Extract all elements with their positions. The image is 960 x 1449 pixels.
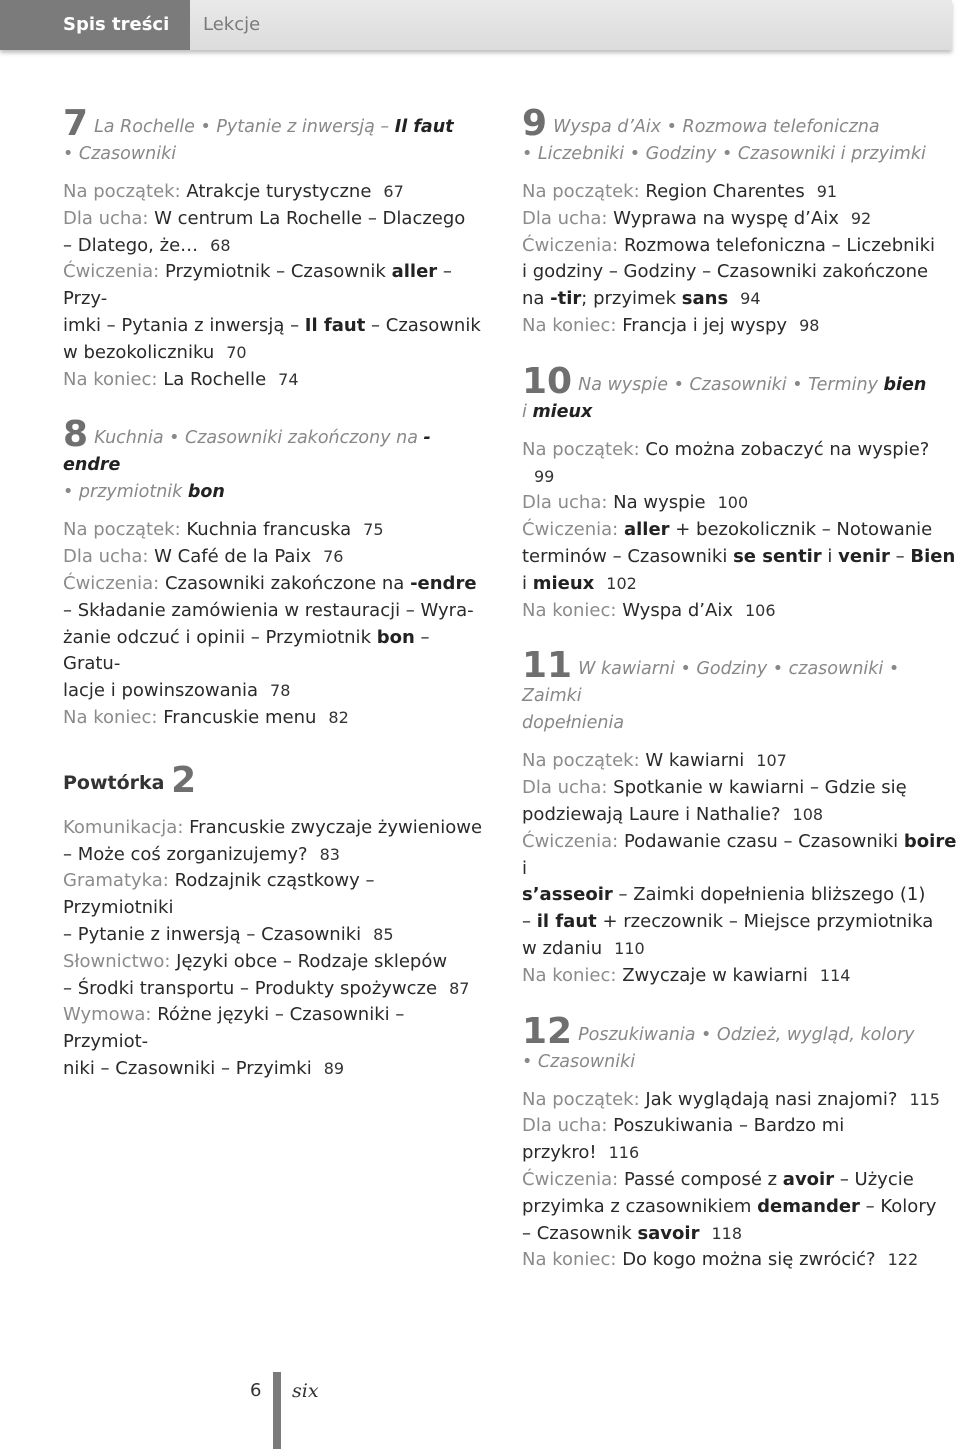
entry-bold: Il faut: [304, 314, 366, 336]
toc-entry[interactable]: [63, 868, 483, 922]
entry-text: Podawanie czasu – Czasowniki: [618, 830, 904, 852]
entry-bold: aller: [623, 519, 670, 541]
unit-9: [522, 103, 957, 340]
entry-text: Na wyspie: [607, 492, 706, 514]
page-number: 82: [328, 707, 349, 727]
entry-text: – Środki transportu – Produkty spożywcze: [63, 977, 438, 999]
entry-label: Dla ucha:: [522, 777, 608, 799]
entry-label: Ćwiczenia:: [522, 519, 619, 541]
toc-entry[interactable]: [522, 1087, 957, 1114]
toc-entry[interactable]: [63, 1002, 483, 1056]
review-number: 2: [171, 759, 197, 801]
toc-entry[interactable]: [522, 313, 957, 340]
page-number: 100: [717, 493, 749, 513]
page-number: 102: [606, 573, 637, 593]
entry-label: Dla ucha:: [522, 207, 608, 229]
entry-bold: avoir: [782, 1168, 835, 1190]
unit-topic: dopełnienia: [522, 713, 625, 734]
entry-text: Wyprawa na wyspę d’Aix: [607, 207, 839, 229]
page-number: 115: [909, 1089, 940, 1109]
entry-text: – Składanie zamówienia w restauracji – Wyra-: [63, 599, 474, 621]
unit-number: 12: [522, 1010, 573, 1052]
entry-label: Słownictwo:: [63, 950, 171, 972]
entry-label: Na początek:: [522, 750, 640, 772]
entry-label: Dla ucha:: [63, 546, 149, 568]
entry-text: W Café de la Paix: [148, 546, 312, 568]
toc-entry[interactable]: [522, 233, 957, 260]
unit-topic: • przymiotnik: [63, 482, 188, 503]
unit-topic: Poszukiwania • Odzież, wygląd, kolory: [578, 1024, 915, 1045]
unit-topic: La Rochelle • Pytanie z inwersją –: [94, 117, 395, 137]
entry-text: – Może coś zorganizujemy?: [63, 843, 308, 865]
entry-text: Zwyczaje w kawiarni: [616, 964, 808, 986]
entry-bold: aller: [391, 261, 438, 283]
entry-text: Czasowniki zakończone na: [159, 572, 411, 594]
toc-entry[interactable]: [522, 598, 957, 625]
unit-12: [522, 1010, 957, 1275]
entry-text: –: [889, 545, 911, 567]
unit-topic: W kawiarni • Godziny • czasowniki • Zaimki: [522, 659, 900, 707]
page-number: 91: [816, 182, 838, 201]
entry-text: – Pytanie z inwersją – Czasowniki: [63, 923, 362, 945]
toc-entry[interactable]: [63, 517, 483, 544]
entry-text: W centrum La Rochelle – Dlaczego: [148, 207, 466, 229]
entry-text: Poszukiwania – Bardzo mi przykro!: [522, 1115, 845, 1164]
entry-label: Na początek:: [522, 1088, 640, 1110]
unit-heading: [522, 1010, 957, 1076]
toc-entry[interactable]: [63, 705, 483, 732]
page-number: 75: [363, 520, 384, 540]
unit-8: [63, 414, 483, 731]
toc-entry[interactable]: [63, 259, 483, 313]
entry-text: Kuchnia francuska: [180, 519, 352, 541]
footer-page-word: six: [292, 1380, 319, 1402]
entry-text: Francuskie zwyczaje żywieniowe: [183, 816, 483, 838]
entry-label: Na koniec:: [522, 1249, 617, 1271]
page-number: 107: [756, 751, 787, 771]
toc-entry-cont: [63, 625, 483, 679]
toc-entry[interactable]: [63, 815, 483, 842]
toc-entry[interactable]: [63, 949, 483, 976]
unit-topic: • Czasowniki: [522, 1051, 636, 1072]
unit-topic-bold: bien: [883, 374, 927, 395]
entry-bold: Bien: [910, 545, 956, 567]
entry-text: i: [821, 545, 839, 567]
entry-text: Wyspa d’Aix: [616, 599, 733, 621]
entry-text: i: [522, 857, 528, 879]
entry-label: Dla ucha:: [63, 207, 149, 229]
unit-topic: Kuchnia • Czasowniki zakończony na: [94, 428, 424, 449]
toc-entry-cont: [63, 842, 483, 869]
toc-entry[interactable]: [522, 829, 957, 883]
entry-text: na: [522, 288, 551, 310]
entry-bold: se sentir: [733, 545, 822, 567]
unit-topic: • Czasowniki: [63, 144, 177, 164]
entry-text: Rozmowa telefoniczna – Liczebniki: [618, 234, 936, 256]
entry-text: – Kolory: [859, 1195, 937, 1217]
entry-text: Do kogo można się zwrócić?: [616, 1249, 876, 1271]
entry-text: – Czasownik: [522, 1222, 638, 1244]
entry-text: Atrakcje turystyczne: [180, 181, 372, 202]
page-number: 106: [745, 600, 776, 620]
page-number: 110: [614, 938, 645, 958]
entry-label: Ćwiczenia:: [522, 1168, 619, 1190]
entry-text: imki – Pytania z inwersją –: [63, 314, 305, 336]
toc-entry-cont: [522, 571, 957, 598]
toc-entry[interactable]: [522, 490, 957, 517]
unit-topic-bold: Il faut: [394, 117, 454, 137]
toc-right-column: [522, 103, 957, 1302]
page-number: 74: [278, 369, 299, 389]
entry-text: ; przyimek: [581, 288, 682, 310]
unit-number: 7: [63, 103, 89, 144]
unit-heading: [522, 360, 957, 426]
entry-text: – Dlatego, że…: [63, 234, 199, 256]
entry-text: Passé composé z: [618, 1168, 783, 1190]
unit-topic: Wyspa d’Aix • Rozmowa telefoniczna: [553, 117, 880, 137]
unit-7: [63, 103, 483, 393]
page-number: 89: [323, 1058, 345, 1078]
entry-text: i godziny – Godziny – Czasowniki zakończone: [522, 261, 929, 283]
entry-text: Przymiotnik – Czasownik: [159, 261, 392, 283]
entry-text: podziewają Laure i Nathalie?: [522, 803, 781, 825]
toc-entry[interactable]: [522, 179, 957, 206]
entry-text: – Przy-: [63, 261, 452, 310]
toc-entry-cont: [522, 286, 957, 313]
unit-topic-bold: bon: [187, 482, 225, 503]
toc-entry[interactable]: [522, 206, 957, 233]
entry-text: Francja i jej wyspy: [616, 314, 788, 336]
toc-entry-cont: [63, 678, 483, 705]
page-number: 85: [373, 924, 394, 944]
entry-text: – Gratu-: [63, 626, 430, 675]
entry-text: + bezokolicznik – Notowanie: [669, 519, 933, 541]
toc-entry-cont: [63, 1056, 483, 1083]
entry-bold: venir: [838, 545, 890, 567]
toc-entry-cont: [63, 233, 483, 260]
entry-bold: -endre: [410, 572, 477, 594]
unit-number: 10: [522, 360, 573, 402]
entry-label: Ćwiczenia:: [522, 234, 619, 256]
toc-entry[interactable]: [522, 517, 957, 544]
entry-bold: demander: [757, 1195, 860, 1217]
entry-text: terminów – Czasowniki: [522, 545, 734, 567]
top-navigation-bar: [0, 0, 952, 50]
unit-number: 11: [522, 645, 573, 687]
entry-label: Na początek:: [63, 519, 181, 541]
page-number: 67: [383, 182, 404, 201]
toc-entry-cont: [522, 936, 957, 963]
entry-bold: savoir: [637, 1222, 700, 1244]
entry-label: Na koniec:: [63, 368, 158, 390]
entry-label: Na początek:: [63, 181, 181, 202]
entry-bold: -tir: [550, 288, 582, 310]
entry-text: – Użycie: [834, 1168, 914, 1190]
unit-number: 9: [522, 103, 548, 144]
entry-bold: boire: [903, 830, 957, 852]
entry-bold: s’asseoir: [522, 884, 613, 906]
entry-text: Co można zobaczyć na wyspie?: [639, 438, 930, 460]
entry-text: W kawiarni: [639, 750, 745, 772]
toc-entry-cont: [522, 882, 957, 909]
entry-label: Komunikacja:: [63, 816, 184, 838]
toc-entry[interactable]: [522, 748, 957, 775]
entry-label: Na koniec:: [522, 314, 617, 336]
toc-entry[interactable]: [522, 775, 957, 802]
toc-entry[interactable]: [522, 1113, 957, 1167]
review-title: Powtórka: [63, 771, 165, 794]
toc-left-column: [63, 103, 483, 1111]
page-number: 70: [226, 342, 247, 362]
page-number: 78: [270, 681, 291, 701]
toc-entry-cont: [522, 1221, 957, 1248]
unit-heading: [63, 103, 483, 168]
page-number: 122: [887, 1250, 919, 1270]
entry-text: Rodzajnik cząstkowy – Przymiotniki: [63, 870, 375, 919]
entry-text: – Czasownik: [365, 314, 481, 336]
toc-entry[interactable]: [63, 179, 483, 206]
toc-entry[interactable]: [522, 437, 957, 491]
toc-entry[interactable]: [63, 571, 483, 598]
page-number: 108: [792, 804, 824, 824]
entry-label: Na początek:: [522, 438, 640, 460]
footer-divider: [273, 1372, 281, 1449]
entry-text: Różne języki – Czasowniki – Przymiot-: [63, 1004, 405, 1053]
unit-topic-bold: mieux: [532, 401, 593, 422]
entry-text: Francuskie menu: [157, 706, 317, 728]
page-number: 76: [323, 547, 344, 567]
review-2: [63, 760, 483, 1083]
entry-label: Na koniec:: [522, 964, 617, 986]
entry-bold: bon: [376, 626, 415, 648]
entry-label: Na koniec:: [63, 706, 158, 728]
entry-label: Wymowa:: [63, 1004, 152, 1026]
entry-text: przyimka z czasownikiem: [522, 1195, 758, 1217]
page-number: 87: [449, 978, 470, 998]
page-number: 83: [319, 844, 340, 864]
toc-entry[interactable]: [63, 544, 483, 571]
unit-heading: [522, 103, 957, 168]
page-number: 92: [850, 208, 872, 228]
toc-entry[interactable]: [522, 1247, 957, 1274]
entry-text: Spotkanie w kawiarni – Gdzie się: [607, 777, 907, 799]
entry-bold: sans: [681, 288, 729, 310]
unit-topic: i: [522, 401, 533, 422]
toc-entry-cont: [63, 976, 483, 1003]
entry-label: Dla ucha:: [522, 492, 608, 514]
page-number: 118: [711, 1223, 742, 1243]
entry-label: Na koniec:: [522, 599, 617, 621]
toc-entry-cont: [63, 598, 483, 625]
page-number: 68: [210, 235, 231, 255]
entry-label: Dla ucha:: [522, 1115, 608, 1137]
unit-topic-bold: -endre: [63, 428, 431, 476]
toc-entry-cont: [522, 909, 957, 936]
unit-heading: [522, 645, 957, 737]
unit-10: [522, 360, 957, 625]
toc-entry-cont: [522, 1194, 957, 1221]
tab-lekcje[interactable]: Lekcje: [203, 14, 261, 35]
entry-text: w zdaniu: [522, 937, 603, 959]
page-number: 99: [534, 466, 555, 486]
page-number: 114: [819, 965, 851, 985]
toc-entry[interactable]: [522, 1167, 957, 1194]
entry-text: La Rochelle: [157, 368, 267, 390]
toc-entry-cont: [522, 259, 957, 286]
entry-label: Ćwiczenia:: [522, 830, 619, 852]
unit-11: [522, 645, 957, 989]
entry-text: w bezokoliczniku: [63, 341, 215, 363]
unit-heading: [63, 414, 483, 506]
entry-text: Region Charentes: [639, 181, 805, 202]
entry-text: żanie odczuć i opinii – Przymiotnik: [63, 626, 377, 648]
footer-page-number: 6: [250, 1380, 262, 1401]
entry-text: + rzeczownik – Miejsce przymiotnika: [596, 911, 934, 933]
entry-label: Gramatyka:: [63, 870, 169, 892]
toc-entry-cont: [63, 313, 483, 340]
entry-text: –: [522, 911, 537, 933]
review-heading: [63, 760, 483, 801]
unit-number: 8: [63, 414, 89, 456]
entry-label: Na początek:: [522, 181, 640, 202]
entry-text: Języki obce – Rodzaje sklepów: [170, 950, 448, 972]
toc-entry[interactable]: [63, 367, 483, 394]
entry-bold: il faut: [536, 911, 597, 933]
page-number: 98: [799, 315, 820, 335]
tab-spis-tresci[interactable]: Spis treści: [0, 0, 190, 50]
unit-topic: Na wyspie • Czasowniki • Terminy: [578, 374, 884, 395]
toc-entry-cont: [63, 340, 483, 367]
entry-text: lacje i powinszowania: [63, 680, 259, 702]
entry-label: Ćwiczenia:: [63, 572, 160, 594]
entry-bold: mieux: [532, 572, 595, 594]
page-number: 94: [740, 289, 761, 309]
toc-entry[interactable]: [522, 963, 957, 990]
entry-text: niki – Czasowniki – Przyimki: [63, 1057, 312, 1079]
unit-topic: • Liczebniki • Godziny • Czasowniki i przyimki: [522, 144, 926, 164]
entry-text: – Zaimki dopełnienia bliższego (1): [612, 884, 926, 906]
entry-label: Ćwiczenia:: [63, 261, 160, 283]
page-number: 116: [608, 1143, 640, 1163]
toc-entry-cont: [63, 922, 483, 949]
toc-entry-cont: [522, 544, 957, 571]
toc-entry-cont: [522, 802, 957, 829]
entry-text: i: [522, 572, 533, 594]
toc-entry[interactable]: [63, 206, 483, 233]
entry-text: Jak wyglądają nasi znajomi?: [639, 1088, 898, 1110]
